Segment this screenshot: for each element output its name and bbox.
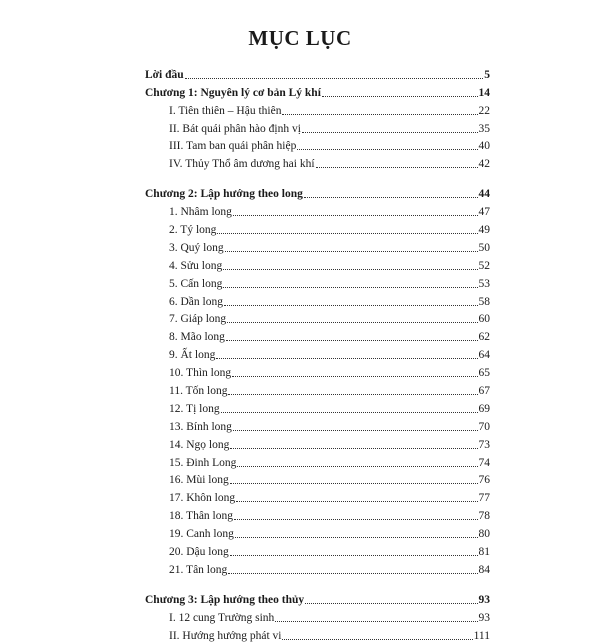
toc-entry-label: 16. Mùi long xyxy=(169,474,229,487)
toc-entry xyxy=(145,118,490,136)
dot-leader xyxy=(223,287,477,288)
toc-entry-label: 3. Quý long xyxy=(169,241,224,254)
toc-entry xyxy=(145,362,490,380)
toc-entry-label: 1. Nhâm long xyxy=(169,206,232,219)
toc-entry-page: 22 xyxy=(478,104,490,117)
toc-entry-page: 53 xyxy=(478,277,490,290)
toc-entry-page: 14 xyxy=(478,86,490,99)
toc-entry-label: 9. Ất long xyxy=(169,349,216,362)
dot-leader xyxy=(223,269,477,270)
dot-leader xyxy=(322,96,478,97)
page-title: MỤC LỤC xyxy=(248,26,352,50)
toc-entry-label: 19. Canh long xyxy=(169,528,234,541)
toc-entry xyxy=(145,326,490,344)
toc-entry-label: 8. Mão long xyxy=(169,331,225,344)
toc-entry-page: 40 xyxy=(478,140,490,153)
dot-leader xyxy=(217,233,477,234)
toc-entry xyxy=(145,309,490,327)
toc-entry-label: 14. Ngọ long xyxy=(169,438,230,451)
toc-entry-page: 78 xyxy=(478,510,490,523)
dot-leader xyxy=(185,78,484,79)
toc-entry-page: 35 xyxy=(478,122,490,135)
toc-entry xyxy=(145,273,490,291)
toc-entry-label: III. Tam ban quái phân hiệp xyxy=(169,140,297,153)
toc-entry-label: Chương 2: Lập hướng theo long xyxy=(145,188,303,201)
toc-entry-label: II. Hướng hướng phát vi xyxy=(169,629,282,642)
dot-leader xyxy=(234,519,478,520)
toc-entry xyxy=(145,452,490,470)
toc-entry xyxy=(145,344,490,362)
toc-entry xyxy=(145,487,490,505)
dot-leader xyxy=(221,412,478,413)
dot-leader xyxy=(230,483,478,484)
chapter-2-sections xyxy=(145,201,490,577)
toc-entry-page: 50 xyxy=(478,241,490,254)
section-gap xyxy=(145,577,490,589)
toc-entry xyxy=(145,291,490,309)
toc-entry-intro xyxy=(145,64,490,82)
toc-entry-page: 111 xyxy=(473,629,490,642)
section-gap xyxy=(145,171,490,183)
dot-leader xyxy=(297,149,477,150)
dot-leader xyxy=(216,358,477,359)
dot-leader xyxy=(304,197,478,198)
toc-entry-label: 21. Tân long xyxy=(169,563,228,576)
toc-entry-page: 44 xyxy=(478,188,490,201)
toc-entry-page: 58 xyxy=(478,295,490,308)
dot-leader xyxy=(237,466,477,467)
dot-leader xyxy=(230,555,478,556)
chapter-3-sections xyxy=(145,607,490,643)
toc-entry-page: 64 xyxy=(478,349,490,362)
toc-entry-label: Lời đầu xyxy=(145,68,184,81)
toc-entry-label: II. Bát quái phân hào định vị xyxy=(169,122,301,135)
toc-entry-page: 65 xyxy=(478,367,490,380)
toc-chapter-3 xyxy=(145,589,490,607)
toc-entry-label: IV. Thủy Thổ âm dương hai khí xyxy=(169,158,315,171)
toc-entry xyxy=(145,380,490,398)
dot-leader xyxy=(224,305,478,306)
toc-entry-page: 74 xyxy=(478,456,490,469)
toc-entry-label: 5. Cấn long xyxy=(169,277,223,290)
toc-entry xyxy=(145,625,490,643)
toc-entry-page: 84 xyxy=(478,563,490,576)
toc-entry xyxy=(145,398,490,416)
toc-entry-page: 70 xyxy=(478,420,490,433)
toc-entry-page: 5 xyxy=(484,68,490,81)
toc-entry xyxy=(145,607,490,625)
dot-leader xyxy=(230,448,477,449)
toc-entry-page: 62 xyxy=(478,331,490,344)
dot-leader xyxy=(236,501,477,502)
toc-entry-page: 77 xyxy=(478,492,490,505)
toc-entry xyxy=(145,201,490,219)
toc-entry-label: 2. Tý long xyxy=(169,224,217,237)
toc-entry xyxy=(145,136,490,154)
toc-entry-page: 73 xyxy=(478,438,490,451)
toc-entry-page: 69 xyxy=(478,402,490,415)
toc-entry-label: I. Tiên thiên – Hậu thiên xyxy=(169,104,282,117)
toc-entry-label: 17. Khôn long xyxy=(169,492,236,505)
toc-entry-page: 52 xyxy=(478,259,490,272)
toc-entry-label: 6. Dần long xyxy=(169,295,223,308)
dot-leader xyxy=(225,251,478,252)
toc-entry-label: 20. Dậu long xyxy=(169,546,229,559)
toc-entry xyxy=(145,416,490,434)
toc-entry-label: Chương 3: Lập hướng theo thủy xyxy=(145,593,305,606)
toc-entry-page: 42 xyxy=(478,158,490,171)
toc-entry-page: 76 xyxy=(478,474,490,487)
dot-leader xyxy=(226,340,478,341)
toc-entry-label: I. 12 cung Trường sinh xyxy=(169,611,275,624)
dot-leader xyxy=(233,430,478,431)
toc-entry-label: 12. Tị long xyxy=(169,402,220,415)
toc-entry xyxy=(145,255,490,273)
toc-entry xyxy=(145,153,490,171)
toc-entry-page: 67 xyxy=(478,385,490,398)
dot-leader xyxy=(282,114,477,115)
toc-entry xyxy=(145,100,490,118)
toc-entry-page: 49 xyxy=(478,224,490,237)
toc-entry xyxy=(145,559,490,577)
table-of-contents xyxy=(145,64,490,643)
toc-entry xyxy=(145,470,490,488)
toc-entry-label: 18. Thân long xyxy=(169,510,233,523)
dot-leader xyxy=(316,167,478,168)
toc-entry xyxy=(145,541,490,559)
dot-leader xyxy=(282,639,472,640)
toc-entry-label: Chương 1: Nguyên lý cơ bản Lý khí xyxy=(145,86,321,99)
chapter-1-sections xyxy=(145,100,490,172)
toc-entry-page: 47 xyxy=(478,206,490,219)
dot-leader xyxy=(228,573,477,574)
dot-leader xyxy=(228,394,477,395)
toc-entry-page: 60 xyxy=(478,313,490,326)
dot-leader xyxy=(302,132,478,133)
toc-entry-page: 93 xyxy=(478,611,490,624)
dot-leader xyxy=(305,603,477,604)
toc-entry-page: 81 xyxy=(478,546,490,559)
toc-entry-label: 11. Tốn long xyxy=(169,385,228,398)
dot-leader xyxy=(232,376,477,377)
dot-leader xyxy=(233,215,478,216)
toc-entry-label: 15. Đinh Long xyxy=(169,456,237,469)
toc-entry-label: 10. Thìn long xyxy=(169,367,232,380)
toc-entry xyxy=(145,237,490,255)
toc-entry-label: 4. Sửu long xyxy=(169,259,223,272)
toc-entry-label: 13. Bính long xyxy=(169,420,232,433)
toc-entry xyxy=(145,434,490,452)
dot-leader xyxy=(227,322,477,323)
toc-chapter-2 xyxy=(145,183,490,201)
toc-entry xyxy=(145,505,490,523)
toc-chapter-1 xyxy=(145,82,490,100)
toc-entry xyxy=(145,219,490,237)
toc-entry-page: 93 xyxy=(478,593,490,606)
toc-entry-page: 80 xyxy=(478,528,490,541)
toc-entry xyxy=(145,523,490,541)
dot-leader xyxy=(275,621,477,622)
dot-leader xyxy=(235,537,478,538)
toc-entry-label: 7. Giáp long xyxy=(169,313,227,326)
